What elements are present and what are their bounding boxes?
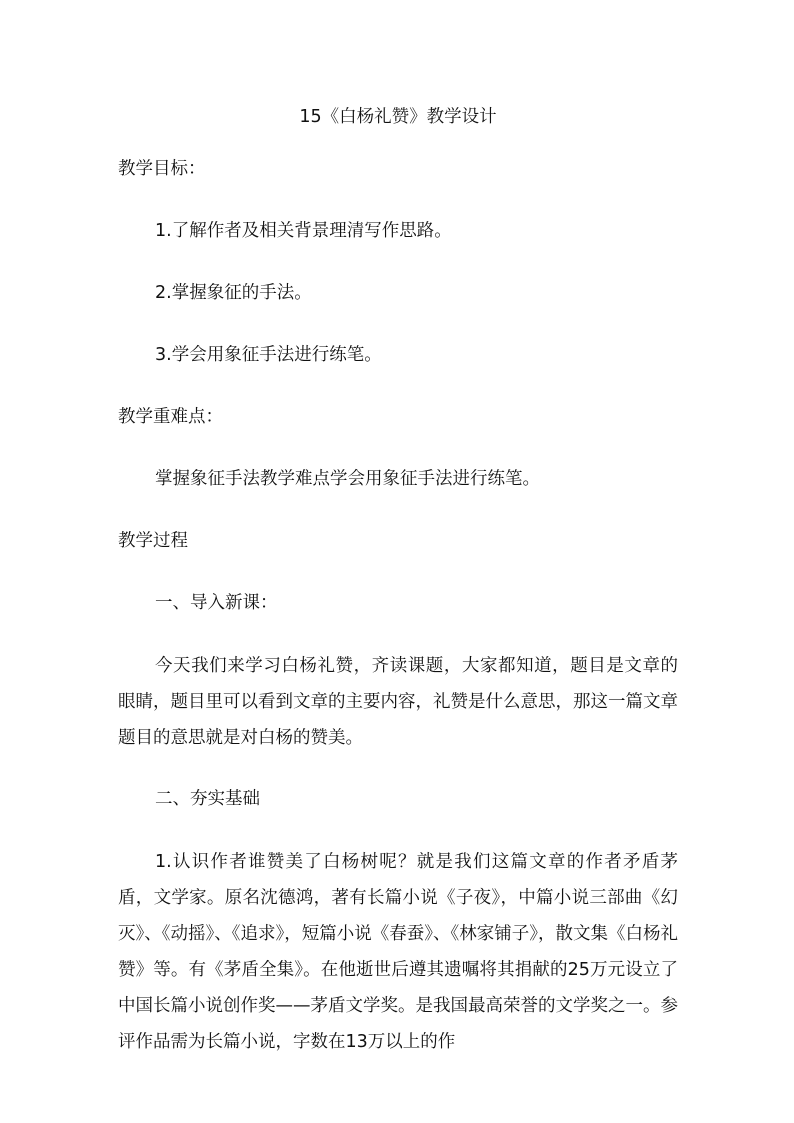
key-points-text: 掌握象征手法教学难点学会用象征手法进行练笔。: [155, 469, 540, 489]
section1-paragraph: 今天我们来学习白杨礼赞，齐读课题，大家都知道，题目是文章的眼睛，题目里可以看到文章的主要内容，礼赞是什么意思，那这一篇文章题目的意思就是对白杨的赞美。: [118, 656, 678, 748]
key-points-heading: 教学重难点：: [118, 407, 223, 427]
section2-paragraph: 1.认识作者谁赞美了白杨树呢？就是我们这篇文章的作者矛盾茅盾，文学家。原名沈德鸿，著有长篇小说《子夜》，中篇小说三部曲《幻灭》、《动摇》、《追求》，短篇小说《春蚕》、《林家铺子》，散文集《白杨礼赞》等。有《茅盾全集》。在他逝世后遵其遗嘱将其捐献的25万元设立了中国长篇小说创作奖——茅盾文学奖。是我国最高荣誉的文学奖之一。参评作品需为长篇小说，字数在13万以上的作: [118, 852, 678, 1052]
section2-heading: 二、夯实基础: [155, 789, 260, 809]
process-heading: 教学过程: [118, 531, 188, 551]
document-page: [118, 100, 678, 1060]
objectives-heading: 教学目标：: [118, 159, 206, 179]
document-title: 15《白杨礼赞》教学设计: [299, 107, 497, 127]
objective-item-1: 1.了解作者及相关背景理清写作思路。: [155, 221, 452, 241]
objective-item-3: 3.学会用象征手法进行练笔。: [155, 345, 382, 365]
objective-item-2: 2.掌握象征的手法。: [155, 283, 312, 303]
section1-heading: 一、导入新课：: [155, 593, 278, 613]
